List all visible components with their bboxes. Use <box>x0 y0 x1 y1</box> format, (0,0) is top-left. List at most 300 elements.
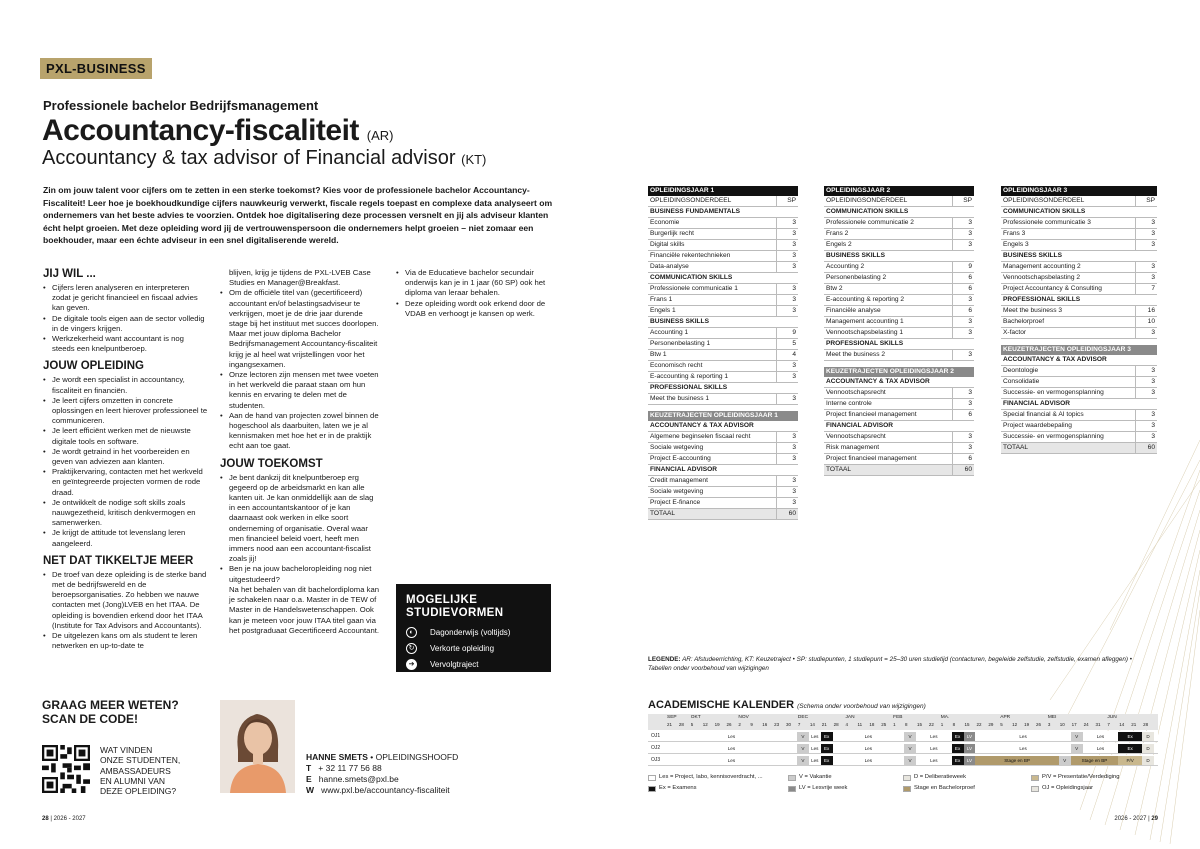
studievormen-box <box>396 584 551 672</box>
academic-calendar <box>648 714 1158 766</box>
list-item: • Praktijkervaring, contacten met het werkveld en geïntegreerde projecten vormen de rode draad. <box>43 467 208 498</box>
calendar-week: 14 <box>809 722 815 727</box>
table-cell-label: Credit management <box>648 475 776 486</box>
calendar-week: 23 <box>774 722 780 727</box>
title-suffix: (AR) <box>366 128 394 143</box>
table-cell-sp: 3 <box>952 398 974 409</box>
calendar-segment-v: V <box>797 744 809 753</box>
table-cell-sp: 3 <box>1135 240 1157 251</box>
calendar-week: 28 <box>678 722 684 727</box>
table-cell-label: Interne controle <box>824 398 952 409</box>
calendar-week: 5 <box>1000 722 1003 727</box>
studievorm-label: Dagonderwijs (voltijds) <box>430 627 511 637</box>
table-cell-label: Project E-finance <box>648 497 776 508</box>
table-row <box>648 442 798 453</box>
list-item: • De digitale tools eigen aan de sector volledig in de vingers krijgen. <box>43 314 208 334</box>
table-total-row <box>1001 442 1157 453</box>
table-section: BUSINESS FUNDAMENTALS <box>648 207 798 218</box>
table-section: BUSINESS SKILLS <box>1001 251 1157 262</box>
table-row <box>824 218 974 229</box>
calendar-row <box>648 731 1158 742</box>
table-row <box>824 442 974 453</box>
table-cell-sp: 60 <box>776 508 798 519</box>
table-section: PROFESSIONAL SKILLS <box>1001 295 1157 306</box>
contact-website[interactable]: www.pxl.be/accountancy-fiscaliteit <box>321 785 450 795</box>
calendar-segment-v: V <box>1071 732 1083 741</box>
calendar-segment-ex: Ex <box>1118 732 1142 741</box>
list-item: • Je krijgt de attitude tot levenslang leren aangeleerd. <box>43 528 208 548</box>
table-cell-label: OPLEIDINGSONDERDEEL <box>648 196 776 207</box>
table-section-row <box>648 273 798 284</box>
page-number: 29 <box>1151 816 1158 822</box>
table-cell-label: Btw 2 <box>824 284 952 295</box>
table-cell-label: Engels 2 <box>824 240 952 251</box>
contact-email[interactable]: hanne.smets@pxl.be <box>318 774 399 784</box>
table-cell-label: Personenbelasting 2 <box>824 273 952 284</box>
contact-phone[interactable]: + 32 11 77 56 88 <box>318 763 382 773</box>
table-cell-label: Consolidatie <box>1001 376 1135 387</box>
calendar-segment-ex: Ex <box>1118 744 1142 753</box>
footer-left <box>42 816 86 822</box>
list-col2 <box>220 288 380 451</box>
table-cell-sp: 3 <box>952 431 974 442</box>
table-row <box>824 229 974 240</box>
calendar-week: 10 <box>1059 722 1065 727</box>
list-item: • De troef van deze opleiding is de sterke band met de bedrijfswereld en de beroepsorganisaties. Zo hebben we nauwe contacten met (Jong)LVEB en het ITAA. De opleiding is bovendien erkend door het ITAA (Institute for Tax Advisors and Accountants). <box>43 570 208 631</box>
table-cell-label: Economie <box>648 218 776 229</box>
table-section-row <box>824 420 974 431</box>
legend-swatch <box>648 786 656 792</box>
calendar-week: 30 <box>786 722 792 727</box>
list-item: • Om de officiële titel van (gecertificeerd) accountant en/of belastingsadviseur te verkrijgen, moet je de drie jaar durende stage bij het instituut met succes doorlopen. Maar met jouw diploma Bachelor Bedrijfsmanagement Accountancy-fiscaliteit krijg je al heel wat vrijstellingen voor het ingangsexamen. <box>220 288 380 370</box>
calendar-week: 3 <box>1047 722 1051 727</box>
table-cell-sp: 3 <box>1135 328 1157 339</box>
more-info-line-1: GRAAG MEER WETEN? <box>42 698 179 712</box>
qr-caption-line: ONZE STUDENTEN, <box>100 755 181 766</box>
table-kt-row <box>648 411 798 421</box>
calendar-segment-les: Les <box>1083 744 1119 753</box>
studievorm-item <box>406 626 541 638</box>
calendar-segment-les: Les <box>1083 732 1119 741</box>
calendar-segment-stage: Stage en BP <box>1071 756 1119 765</box>
table-section: FINANCIAL ADVISOR <box>824 420 974 431</box>
table-section-row <box>824 339 974 350</box>
table-cell-sp: 3 <box>776 394 798 405</box>
calendar-week: 17 <box>1071 722 1077 727</box>
table-row <box>1001 240 1157 251</box>
table-kt-title: KEUZETRAJECTEN OPLEIDINGSJAAR 3 <box>1001 345 1157 355</box>
calendar-week: 7 <box>797 722 801 727</box>
table-row <box>824 409 974 420</box>
calendar-note: (Schema onder voorbehoud van wijzigingen) <box>797 703 926 710</box>
table-section-row <box>1001 251 1157 262</box>
calendar-week: 8 <box>905 722 908 727</box>
calendar-week: 16 <box>762 722 768 727</box>
calendar-week: 29 <box>988 722 994 727</box>
continued-text: blijven, krijg je tijdens de PXL-LVEB Case Studies en Manager@Breakfast. <box>229 268 371 288</box>
calendar-week: 1 <box>893 722 896 727</box>
list-item: • Je wordt getraind in het voorbereiden en geven van adviezen aan klanten. <box>43 447 208 467</box>
table-row <box>1001 376 1157 387</box>
calendar-segment-v: V <box>904 756 916 765</box>
calendar-week: 11 <box>857 722 863 727</box>
table-cell-label: Management accounting 1 <box>824 317 952 328</box>
calendar-legend-item <box>648 772 763 783</box>
arrow-right-icon: ➔ <box>406 659 417 670</box>
table-row <box>824 295 974 306</box>
table-cell-sp: 3 <box>776 229 798 240</box>
table-cell-sp: 3 <box>776 453 798 464</box>
table-cell-label: Financiële rekentechnieken <box>648 251 776 262</box>
legend-swatch <box>788 786 796 792</box>
table-cell-label: Meet the business 1 <box>648 394 776 405</box>
table-cell-sp: 3 <box>776 251 798 262</box>
table-cell-label: Frans 3 <box>1001 229 1135 240</box>
table-cell-sp: SP <box>1135 196 1157 207</box>
title-text: Accountancy-fiscaliteit <box>42 114 359 147</box>
calendar-segment-pv: P/V <box>1118 756 1142 765</box>
table-cell-label: Meet the business 3 <box>1001 306 1135 317</box>
table-section-row <box>648 207 798 218</box>
calendar-legend-item <box>788 783 847 794</box>
calendar-segment-ex: Ex <box>952 756 964 765</box>
phone-label: T <box>306 763 312 773</box>
table-title: OPLEIDINGSJAAR 2 <box>824 186 974 196</box>
list-item: • Je leert efficiënt werken met de nieuwste digitale tools en software. <box>43 426 208 446</box>
table-cell-label: Vennootschapsbelasting 2 <box>1001 273 1135 284</box>
table-row <box>648 251 798 262</box>
legend-label: OJ = Opleidingsjaar <box>1042 785 1094 791</box>
table-row <box>648 339 798 350</box>
table-cell-sp: 3 <box>776 475 798 486</box>
table-cell-label: X-factor <box>1001 328 1135 339</box>
calendar-legend-item <box>903 783 975 794</box>
column-2 <box>220 268 380 636</box>
table-cell-label: Digital skills <box>648 240 776 251</box>
calendar-week: 15 <box>964 722 970 727</box>
calendar-week: 15 <box>916 722 922 727</box>
table-cell-sp: 9 <box>952 262 974 273</box>
table-section: FINANCIAL ADVISOR <box>648 464 798 475</box>
table-cell-sp: 6 <box>952 284 974 295</box>
table-row <box>824 350 974 361</box>
table-cell-sp: 3 <box>1135 365 1157 376</box>
table-row <box>1001 431 1157 442</box>
table-title-row <box>648 186 798 196</box>
calendar-segment-v: V <box>904 732 916 741</box>
list-item: • Je wordt een specialist in accountancy, fiscaliteit en financiën. <box>43 375 208 395</box>
table-row <box>824 317 974 328</box>
table-cell-sp: 3 <box>1135 262 1157 273</box>
qr-caption-line: EN ALUMNI VAN <box>100 775 166 786</box>
legend-label: Ex = Examens <box>659 785 697 791</box>
table-cell-sp: 6 <box>952 409 974 420</box>
table-row <box>648 497 798 508</box>
table-kt-row <box>824 367 974 377</box>
table-cell-label: Economisch recht <box>648 361 776 372</box>
table-cell-sp: 3 <box>952 295 974 306</box>
calendar-segment-stage: Stage en BP <box>975 756 1058 765</box>
table-cell-label: Burgerlijk recht <box>648 229 776 240</box>
table-row <box>824 240 974 251</box>
qr-caption-line: AMBASSADEURS <box>100 765 171 776</box>
table-section-row <box>648 317 798 328</box>
studievorm-label: Verkorte opleiding <box>430 643 495 653</box>
table-cell-label: Vennootschapsbelasting 1 <box>824 328 952 339</box>
table-row <box>648 372 798 383</box>
calendar-week: 4 <box>845 722 849 727</box>
table-cell-label: Data-analyse <box>648 262 776 273</box>
calendar-week: 22 <box>976 722 982 727</box>
table-section: BUSINESS SKILLS <box>648 317 798 328</box>
calendar-segment-ex: Ex <box>821 756 833 765</box>
calendar-week: 1 <box>940 722 944 727</box>
table-row <box>648 240 798 251</box>
table-cell-label: Risk management <box>824 442 952 453</box>
table-cell-sp: 3 <box>1135 431 1157 442</box>
table-cell-sp: 6 <box>952 306 974 317</box>
calendar-segment-d: D <box>1142 756 1154 765</box>
calendar-month: NOV <box>738 715 749 720</box>
table-cell-sp: 3 <box>952 442 974 453</box>
list-item: • Ben je na jouw bacheloropleiding nog niet uitgestudeerd? <box>220 564 380 584</box>
table-cell-sp: 3 <box>1135 229 1157 240</box>
calendar-week: 12 <box>1012 722 1018 727</box>
calendar-month: JAN <box>845 715 855 720</box>
table-cell-sp: SP <box>952 196 974 207</box>
table-row <box>824 262 974 273</box>
calendar-segment-les: Les <box>975 744 1070 753</box>
calendar-week: 26 <box>726 722 732 727</box>
qr-caption-line: DEZE OPLEIDING? <box>100 786 177 797</box>
table-cell-sp: 3 <box>776 442 798 453</box>
legend-label: P/V = Presentatie/Verdediging <box>1042 774 1120 780</box>
table-cell-label: Project financieel management <box>824 453 952 464</box>
calendar-week: 28 <box>833 722 839 727</box>
table-row <box>1001 218 1157 229</box>
calendar-segment-les: Les <box>916 756 952 765</box>
footer-year: | 2026 - 2027 <box>50 816 86 822</box>
table-cell-label: Project Accountancy & Consulting <box>1001 284 1135 295</box>
table-row <box>648 295 798 306</box>
calendar-legend-item <box>1031 772 1120 783</box>
calendar-segment-v: V <box>797 732 809 741</box>
table-row <box>1001 328 1157 339</box>
table-cell-sp: 3 <box>776 295 798 306</box>
table-cell-sp: 3 <box>952 317 974 328</box>
table-cell-sp: 7 <box>1135 284 1157 295</box>
calendar-segment-v: V <box>1059 756 1071 765</box>
table-cell-label: Meet the business 2 <box>824 350 952 361</box>
study-table-year-1 <box>648 186 798 520</box>
table-cell-label: Professionele communicatie 2 <box>824 218 952 229</box>
table-cell-label: Vennootschapsrecht <box>824 431 952 442</box>
table-kt-title: KEUZETRAJECTEN OPLEIDINGSJAAR 2 <box>824 367 974 377</box>
table-cell-sp: 6 <box>952 273 974 284</box>
list-item: • Deze opleiding wordt ook erkend door de VDAB en verhoogt je kansen op werk. <box>396 299 551 319</box>
calendar-month: MEI <box>1047 715 1057 720</box>
calendar-segment-ex: Ex <box>952 744 964 753</box>
calendar-row-label: OJ1 <box>651 733 661 739</box>
legend-label: Les = Project, labo, kennisoverdracht, ... <box>659 774 763 780</box>
table-cell-sp: 3 <box>952 240 974 251</box>
calendar-row <box>648 755 1158 766</box>
calendar-legend-item <box>788 772 832 783</box>
calendar-segment-les: Les <box>916 744 952 753</box>
table-header-row <box>648 196 798 207</box>
list-item: • Je leert cijfers omzetten in concrete oplossingen en leert hierover professioneel te communiceren. <box>43 396 208 427</box>
legend-label: LV = Lesvrije week <box>799 785 848 791</box>
calendar-segment-ex: Ex <box>821 744 833 753</box>
calendar-segment-d: D <box>1142 732 1154 741</box>
table-section: BUSINESS SKILLS <box>824 251 974 262</box>
calendar-segment-les: Les <box>666 732 797 741</box>
table-cell-label: Project E-accounting <box>648 453 776 464</box>
studievorm-label: Vervolgtraject <box>430 659 479 669</box>
more-info-line-2: SCAN DE CODE! <box>42 712 139 726</box>
column-3 <box>396 268 551 319</box>
table-total-row <box>824 464 974 475</box>
heading-jouw-toekomst: JOUW TOEKOMST <box>220 457 323 470</box>
table-row <box>1001 420 1157 431</box>
calendar-week: 9 <box>750 722 753 727</box>
table-kt-title: KEUZETRAJECTEN OPLEIDINGSJAAR 1 <box>648 411 798 421</box>
table-cell-sp: 3 <box>776 486 798 497</box>
table-row <box>648 229 798 240</box>
calendar-month: MA. <box>940 715 950 720</box>
calendar-segment-lv: LV <box>964 744 976 753</box>
program-tag: PXL-BUSINESS <box>40 58 152 79</box>
table-section: COMMUNICATION SKILLS <box>824 207 974 218</box>
table-cell-sp: 3 <box>776 262 798 273</box>
table-cell-label: Accounting 2 <box>824 262 952 273</box>
table-section: FINANCIAL ADVISOR <box>1001 398 1157 409</box>
table-cell-sp: 3 <box>1135 387 1157 398</box>
list-item: • Via de Educatieve bachelor secundair onderwijs kan je in 1 jaar (60 SP) ook het diploma van leraar behalen. <box>396 268 551 299</box>
table-row <box>648 218 798 229</box>
table-title: OPLEIDINGSJAAR 3 <box>1001 186 1157 196</box>
contact-photo <box>220 700 295 793</box>
calendar-week: 19 <box>1024 722 1030 727</box>
table-section-row <box>648 421 798 432</box>
table-cell-label: Bachelorproef <box>1001 317 1135 328</box>
table-row <box>1001 387 1157 398</box>
calendar-segment-les: Les <box>833 744 904 753</box>
table-cell-sp: 9 <box>776 328 798 339</box>
study-table-year-2 <box>824 186 974 476</box>
calendar-segment-les: Les <box>809 756 821 765</box>
table-row <box>648 284 798 295</box>
table-row <box>824 273 974 284</box>
calendar-segment-les: Les <box>833 732 904 741</box>
table-total-row <box>648 508 798 519</box>
legend-label: LEGENDE: <box>648 656 681 663</box>
table-row <box>1001 273 1157 284</box>
table-cell-label: OPLEIDINGSONDERDEEL <box>824 196 952 207</box>
page-subtitle <box>42 147 486 171</box>
table-cell-sp: 3 <box>952 218 974 229</box>
table-title: OPLEIDINGSJAAR 1 <box>648 186 798 196</box>
column-1 <box>43 268 208 652</box>
calendar-week: 22 <box>928 722 934 727</box>
list-item: • Aan de hand van projecten zowel binnen de hogeschool als daarbuiten, laten we je al kennismaken met hoe het er in de praktijk echt aan toe gaat. <box>220 411 380 452</box>
table-cell-label: Accounting 1 <box>648 328 776 339</box>
list-item: • Je ontwikkelt de nodige soft skills zoals nauwgezetheid, kritisch denkvermogen en samenwerken. <box>43 498 208 529</box>
table-cell-label: TOTAAL <box>824 464 952 475</box>
table-row <box>648 262 798 273</box>
table-cell-label: Successie- en vermogensplanning <box>1001 431 1135 442</box>
calendar-week: 24 <box>1083 722 1089 727</box>
calendar-segment-ex: Ex <box>952 732 964 741</box>
table-section-row <box>1001 207 1157 218</box>
table-row <box>824 284 974 295</box>
table-cell-sp: 3 <box>776 284 798 295</box>
table-row <box>648 431 798 442</box>
table-cell-label: Frans 1 <box>648 295 776 306</box>
program-subtitle: Professionele bachelor Bedrijfsmanagement <box>43 98 319 113</box>
legend-swatch <box>1031 786 1039 792</box>
table-row <box>648 475 798 486</box>
legend-swatch <box>903 775 911 781</box>
table-cell-sp: 3 <box>1135 420 1157 431</box>
table-cell-sp: 3 <box>1135 273 1157 284</box>
table-kt-row <box>1001 345 1157 355</box>
calendar-month: OKT <box>690 715 701 720</box>
calendar-week: 12 <box>702 722 708 727</box>
table-cell-sp: 3 <box>952 350 974 361</box>
table-cell-label: Professionele communicatie 3 <box>1001 218 1135 229</box>
studievormen-title-2: STUDIEVORMEN <box>406 607 504 619</box>
table-cell-label: TOTAAL <box>648 508 776 519</box>
table-cell-label: Management accounting 2 <box>1001 262 1135 273</box>
table-row <box>648 453 798 464</box>
table-row <box>648 350 798 361</box>
calendar-row-label: OJ3 <box>651 757 661 763</box>
table-section-row <box>1001 355 1157 366</box>
table-cell-sp: 3 <box>952 328 974 339</box>
calendar-month: JUN <box>1107 715 1117 720</box>
table-cell-label: Deontologie <box>1001 365 1135 376</box>
calendar-week: 31 <box>1095 722 1101 727</box>
table-cell-sp: 3 <box>776 361 798 372</box>
table-cell-sp: 3 <box>776 372 798 383</box>
calendar-week: 7 <box>1107 722 1110 727</box>
calendar-segment-lv: LV <box>964 732 976 741</box>
calendar-title-text: ACADEMISCHE KALENDER <box>648 699 795 711</box>
legend-label: D = Deliberatieweek <box>914 774 967 780</box>
more-info-heading <box>42 698 179 726</box>
list-item: • Onze lectoren zijn mensen met twee voeten in het werkveld die paraat staan om hun kennis en ervaring te delen met de studenten. <box>220 370 380 411</box>
table-cell-label: Engels 3 <box>1001 240 1135 251</box>
table-title-row <box>824 186 974 196</box>
calendar-month: FEB <box>893 715 903 720</box>
table-header-row <box>824 196 974 207</box>
calendar-week: 21 <box>667 722 673 727</box>
table-cell-label: OPLEIDINGSONDERDEEL <box>1001 196 1135 207</box>
calendar-segment-les: Les <box>833 756 904 765</box>
contact-name: HANNE SMETS <box>306 752 368 762</box>
qr-code[interactable] <box>42 745 90 793</box>
calendar-week: 19 <box>714 722 720 727</box>
heading-tikkeltje-meer: NET DAT TIKKELTJE MEER <box>43 554 194 567</box>
table-cell-sp: 10 <box>1135 317 1157 328</box>
calendar-segment-les: Les <box>666 756 797 765</box>
subtitle-text: Accountancy & tax advisor of Financial advisor <box>42 147 456 169</box>
calendar-header <box>648 714 1158 730</box>
contact-role: • OPLEIDINGSHOOFD <box>370 752 459 762</box>
table-cell-sp: 60 <box>952 464 974 475</box>
calendar-week: 8 <box>952 722 956 727</box>
